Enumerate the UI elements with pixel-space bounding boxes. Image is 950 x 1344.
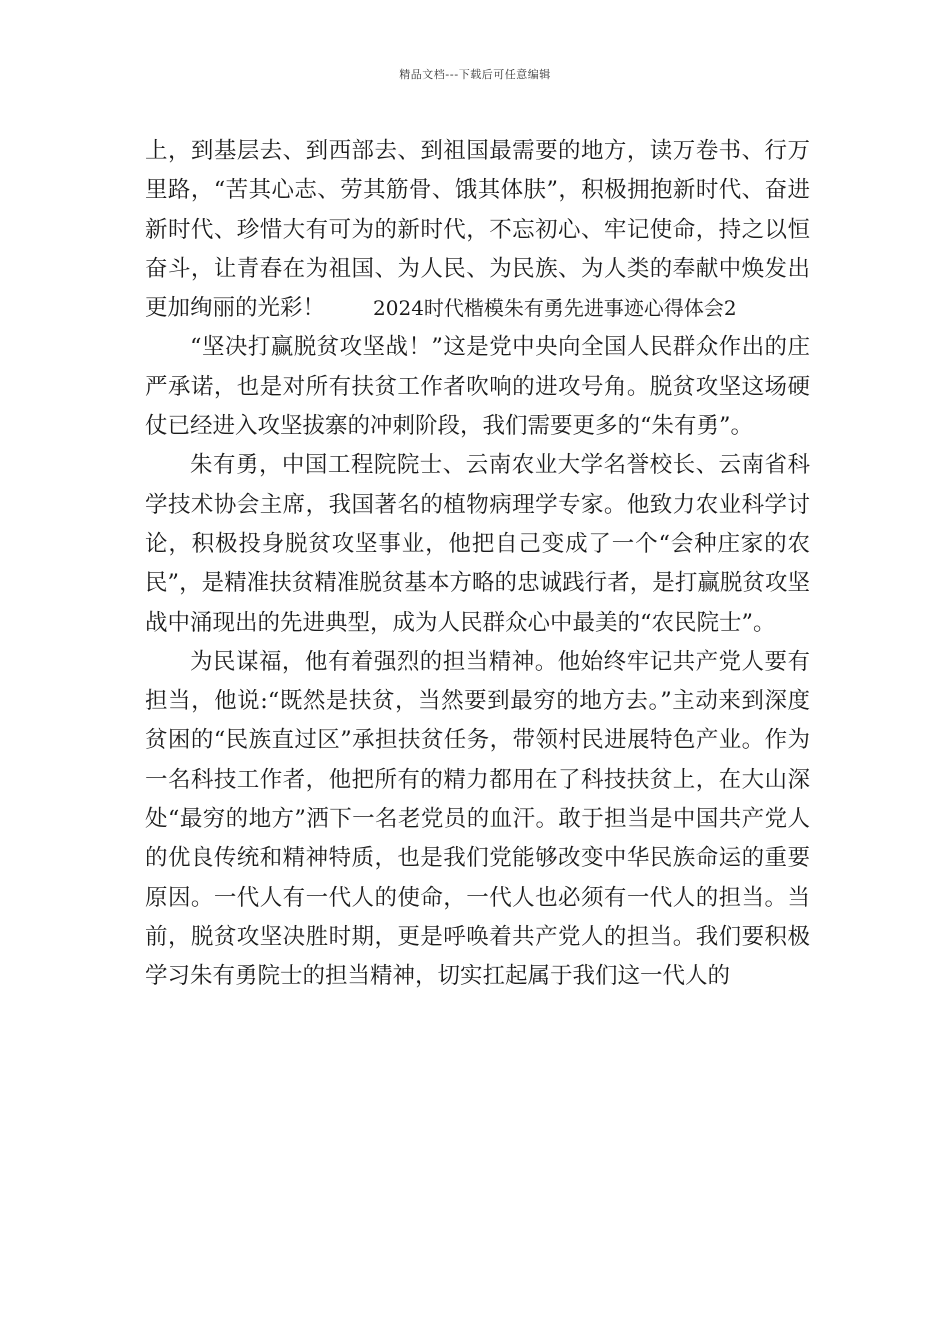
- document-body: [145, 132, 810, 997]
- paragraph-responsibility: 为民谋福，他有着强烈的担当精神。他始终牢记共产党人要有担当，他说:“既然是扶贫，当然要到最穷的地方去。”主动来到深度贫困的“民族直过区”承担扶贫任务，带领村民进展特色产业。作为一名科技工作者，他把所有的精力都用在了科技扶贫上，在大山深处“最穷的地方”洒下一名老党员的血汗。敢于担当是中国共产党人的优良传统和精神特质，也是我们党能够改变中华民族命运的重要原因。一代人有一代人的使命，一代人也必须有一代人的担当。当前，脱贫攻坚决胜时期，更是呼唤着共产党人的担当。我们要积极学习朱有勇院士的担当精神，切实扛起属于我们这一代人的: [145, 648, 810, 990]
- paragraph-text: 上，到基层去、到西部去、到祖国最需要的地方，读万卷书、行万里路，“苦其心志、劳其筋骨、饿其体肤”，积极拥抱新时代、奋进新时代、珍惜大有可为的新时代，不忘初心、牢记使命，持之以恒奋斗，让青春在为祖国、为人民、为民族、为人类的奉献中焕发出更加绚丽的光彩！: [145, 138, 810, 322]
- section-title: 2024时代楷模朱有勇先进事迹心得体会2: [373, 296, 737, 321]
- paragraph-continued: [145, 132, 810, 328]
- page-header: 精品文档---下载后可任意编辑: [399, 68, 551, 81]
- paragraph-profile: 朱有勇，中国工程院院士、云南农业大学名誉校长、云南省科学技术协会主席，我国著名的植物病理学专家。他致力农业科学讨论，积极投身脱贫攻坚事业，他把自己变成了一个“会种庄家的农民”，是精准扶贫精准脱贫基本方略的忠诚践行者，是打赢脱贫攻坚战中涌现出的先进典型，成为人民群众心中最美的“农民院士”。: [145, 452, 810, 636]
- paragraph-intro: “坚决打赢脱贫攻坚战！”这是党中央向全国人民群众作出的庄严承诺，也是对所有扶贫工作者吹响的进攻号角。脱贫攻坚这场硬仗已经进入攻坚拔寨的冲刺阶段，我们需要更多的“朱有勇”。: [145, 334, 810, 440]
